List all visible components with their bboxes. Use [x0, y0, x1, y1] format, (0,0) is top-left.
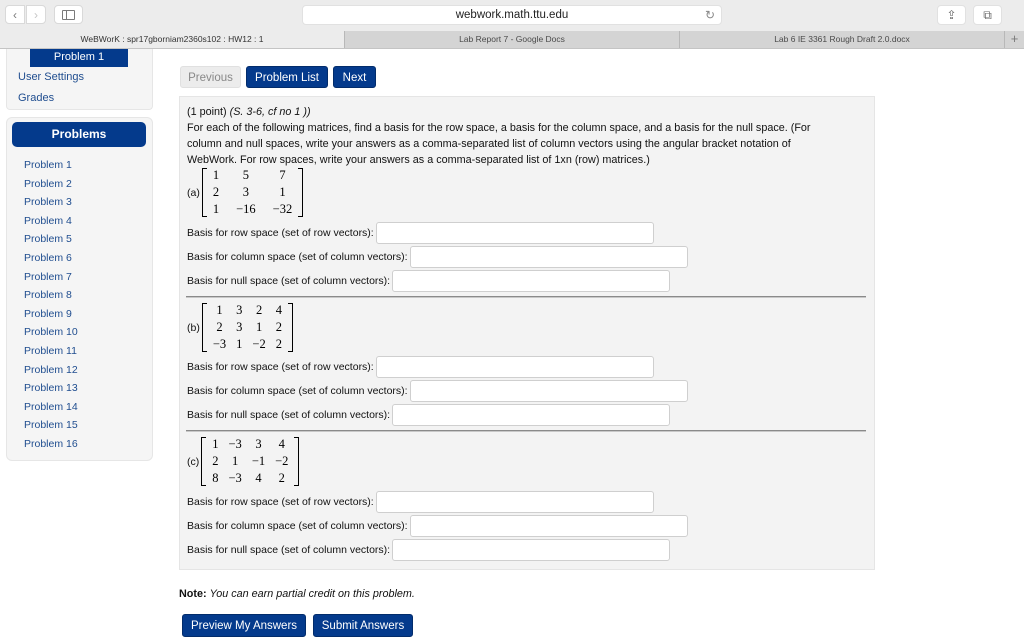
- plus-icon: +: [1010, 31, 1019, 46]
- field-row-b-null-space: [187, 404, 670, 426]
- column-space-label: Basis for column space (set of column vectors):: [187, 251, 408, 263]
- matrix-cell: 1: [236, 337, 243, 351]
- matrix-cell: 2: [278, 471, 285, 485]
- matrix-cell: 2: [255, 303, 263, 317]
- url-text: webwork.math.ttu.edu: [455, 9, 569, 21]
- row-space-label: Basis for row space (set of row vectors):: [187, 496, 374, 508]
- section-divider: [186, 296, 866, 298]
- new-tab-button[interactable]: [1005, 31, 1024, 48]
- sidebar-item-problem-1[interactable]: Problem 1: [24, 159, 72, 171]
- field-row-a-row-space: [187, 222, 654, 244]
- matrix-cell: 1: [212, 437, 219, 451]
- sidebar-item-problem-9[interactable]: Problem 9: [24, 307, 72, 320]
- matrix-cell: −16: [236, 202, 256, 216]
- instruction-line-2: column and null spaces, write your answers as a comma-separated list of column vectors using the angular bracket notation of: [187, 138, 791, 150]
- chevron-right-icon: ›: [34, 7, 38, 22]
- sidebar-item-problem-16[interactable]: Problem 16: [24, 437, 78, 450]
- matrix-cell: 1: [212, 202, 220, 216]
- tab-webwork[interactable]: WeBWorK : spr17gborniam2360s102 : HW12 : 1: [0, 31, 345, 48]
- matrix-cell: 1: [279, 185, 286, 199]
- column-space-label: Basis for column space (set of column vectors):: [187, 520, 408, 532]
- row-space-label: Basis for row space (set of row vectors):: [187, 361, 374, 373]
- tab-lab-report[interactable]: Lab Report 7 - Google Docs: [345, 31, 680, 48]
- note-text: You can earn partial credit on this problem.: [209, 588, 415, 600]
- sidebar-item-problem-11[interactable]: Problem 11: [24, 344, 77, 357]
- matrix-cell: 1: [255, 320, 263, 334]
- note-label: Note:: [179, 588, 207, 600]
- matrix-cell: −2: [252, 337, 266, 351]
- part-label-b: (b): [187, 321, 200, 334]
- matrix-c-body: [201, 436, 299, 487]
- column-space-label: Basis for column space (set of column vectors):: [187, 385, 408, 397]
- sidebar-icon: [62, 10, 75, 20]
- field-row-b-column-space: [187, 380, 688, 402]
- current-problem-link[interactable]: Problem 1: [30, 49, 128, 67]
- next-button[interactable]: Next: [333, 66, 376, 88]
- previous-button[interactable]: Previous: [180, 66, 241, 88]
- field-row-c-column-space: [187, 515, 688, 537]
- matrix-cell: 4: [255, 471, 262, 485]
- null-space-label: Basis for null space (set of column vectors):: [187, 409, 391, 421]
- matrix-cell: 3: [236, 320, 243, 334]
- field-row-b-row-space: [187, 356, 654, 378]
- section-divider: [186, 430, 866, 432]
- grades-link[interactable]: Grades: [18, 92, 55, 104]
- b-row-space-input[interactable]: [376, 356, 654, 378]
- user-settings-link[interactable]: User Settings: [18, 71, 85, 83]
- matrix-cell: −32: [272, 202, 293, 216]
- c-row-space-input[interactable]: [376, 491, 654, 513]
- b-null-space-input[interactable]: [392, 404, 670, 426]
- forward-button[interactable]: [26, 5, 46, 24]
- a-row-space-input[interactable]: [376, 222, 654, 244]
- sidebar-item-problem-2[interactable]: Problem 2: [24, 177, 72, 190]
- matrix-cell: 5: [242, 168, 249, 182]
- tab-lab6-draft[interactable]: Lab 6 IE 3361 Rough Draft 2.0.docx: [680, 31, 1005, 48]
- problem-source: (S. 3-6, cf no 1 )): [229, 106, 311, 118]
- matrix-a-body: [202, 167, 303, 218]
- address-bar[interactable]: [302, 5, 722, 25]
- sidebar-item-problem-5[interactable]: Problem 5: [24, 233, 72, 246]
- field-row-a-null-space: [187, 270, 670, 292]
- sidebar-toggle-button[interactable]: [54, 5, 83, 24]
- sidebar-item-problem-6[interactable]: Problem 6: [24, 251, 72, 264]
- matrix-cell: −3: [228, 437, 242, 451]
- row-space-label: Basis for row space (set of row vectors):: [187, 227, 374, 239]
- matrix-cell: 8: [212, 471, 219, 485]
- a-column-space-input[interactable]: [410, 246, 688, 268]
- sidebar-item-problem-4[interactable]: Problem 4: [24, 214, 72, 227]
- browser-toolbar: [0, 0, 1024, 31]
- matrix-c: [187, 436, 299, 487]
- problem-list: [24, 156, 78, 454]
- problem-list-button[interactable]: Problem List: [246, 66, 328, 88]
- part-label-c: (c): [187, 455, 200, 468]
- back-button[interactable]: [5, 5, 25, 24]
- matrix-b-body: [202, 302, 293, 353]
- matrix-cell: 2: [212, 454, 219, 468]
- matrix-a: [187, 167, 303, 218]
- c-column-space-input[interactable]: [410, 515, 688, 537]
- matrix-cell: 2: [216, 320, 223, 334]
- matrix-cell: −3: [212, 337, 227, 351]
- matrix-cell: 3: [236, 303, 243, 317]
- matrix-cell: −2: [275, 454, 289, 468]
- sidebar-item-problem-12[interactable]: Problem 12: [24, 363, 78, 376]
- matrix-cell: 4: [278, 437, 285, 451]
- null-space-label: Basis for null space (set of column vectors):: [187, 544, 391, 556]
- sidebar-item-problem-13[interactable]: Problem 13: [24, 382, 78, 395]
- part-label-a: (a): [187, 186, 200, 199]
- field-row-c-row-space: [187, 491, 654, 513]
- sidebar-item-problem-15[interactable]: Problem 15: [24, 419, 78, 432]
- matrix-cell: 1: [212, 168, 220, 182]
- matrix-cell: −3: [228, 471, 242, 485]
- share-button[interactable]: [937, 5, 966, 25]
- tabs-icon: ⧉: [983, 7, 992, 22]
- a-null-space-input[interactable]: [392, 270, 670, 292]
- matrix-cell: −1: [251, 454, 266, 468]
- instruction-line-1: For each of the following matrices, find a basis for the row space, a basis for the column space, and a basis for the null space. (For: [187, 122, 811, 134]
- matrix-cell: 2: [275, 337, 282, 351]
- field-row-a-column-space: [187, 246, 688, 268]
- matrix-cell: 1: [232, 454, 239, 468]
- problems-header-button[interactable]: Problems: [12, 122, 146, 147]
- sidebar-item-problem-8[interactable]: Problem 8: [24, 289, 72, 302]
- matrix-cell: 3: [242, 185, 249, 199]
- sidebar-item-problem-14[interactable]: Problem 14: [24, 400, 78, 413]
- reload-icon[interactable]: ↻: [704, 8, 715, 22]
- sidebar-item-problem-10[interactable]: Problem 10: [24, 326, 78, 339]
- tab-bar: [0, 31, 1024, 49]
- matrix-b: [187, 302, 293, 353]
- matrix-cell: 1: [216, 303, 223, 317]
- field-row-c-null-space: [187, 539, 670, 561]
- problem-points: (1 point): [187, 106, 227, 118]
- instruction-line-3: WebWork. For row spaces, write your answers as a comma-separated list of 1xn (row) matrices.): [187, 154, 650, 166]
- matrix-cell: 2: [275, 320, 282, 334]
- problem-header: [187, 106, 311, 118]
- show-tabs-button[interactable]: [973, 5, 1002, 25]
- null-space-label: Basis for null space (set of column vectors):: [187, 275, 391, 287]
- matrix-cell: 7: [279, 168, 286, 182]
- share-icon: ⇪: [946, 8, 957, 22]
- submit-answers-button[interactable]: Submit Answers: [313, 614, 413, 637]
- b-column-space-input[interactable]: [410, 380, 688, 402]
- chevron-left-icon: ‹: [13, 7, 17, 22]
- matrix-cell: 4: [275, 303, 282, 317]
- sidebar-item-problem-7[interactable]: Problem 7: [24, 270, 72, 283]
- c-null-space-input[interactable]: [392, 539, 670, 561]
- preview-answers-button[interactable]: Preview My Answers: [182, 614, 306, 637]
- matrix-cell: 2: [212, 185, 220, 199]
- matrix-cell: 3: [255, 437, 262, 451]
- sidebar-item-problem-3[interactable]: Problem 3: [24, 196, 72, 209]
- partial-credit-note: [179, 588, 415, 600]
